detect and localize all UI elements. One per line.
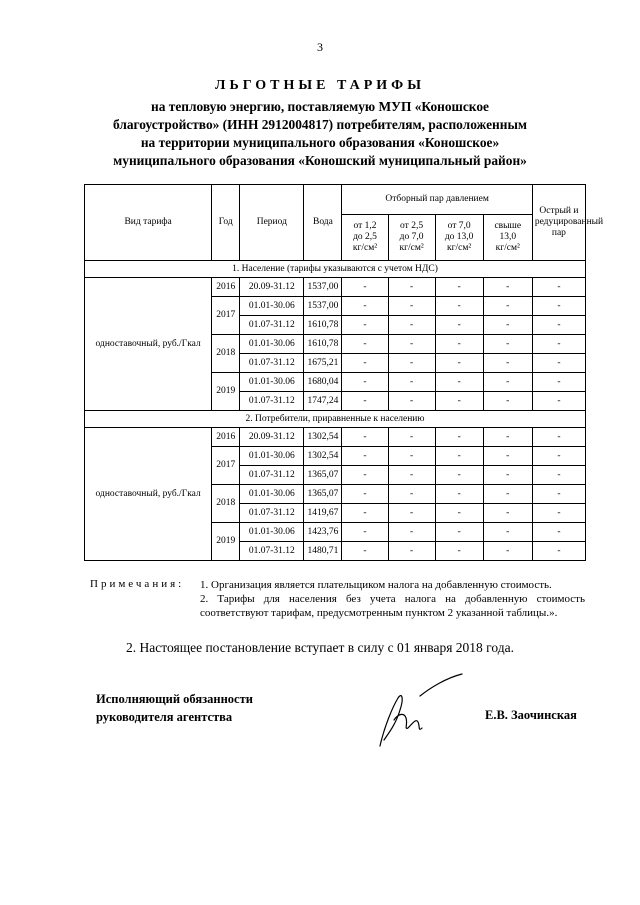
water-cell: 1610,78 xyxy=(304,335,342,354)
subtitle-line: на территории муниципального образования «Коношское» xyxy=(140,135,500,150)
empty-cell: - xyxy=(483,466,532,485)
empty-cell: - xyxy=(483,278,532,297)
water-cell: 1480,71 xyxy=(304,542,342,561)
empty-cell: - xyxy=(342,297,388,316)
empty-cell: - xyxy=(388,278,435,297)
period-cell: 01.07-31.12 xyxy=(240,316,304,335)
empty-cell: - xyxy=(532,373,585,392)
empty-cell: - xyxy=(342,504,388,523)
empty-cell: - xyxy=(342,542,388,561)
header-steam-col: от 7,0 до 13,0 кг/см² xyxy=(435,215,483,261)
empty-cell: - xyxy=(342,485,388,504)
empty-cell: - xyxy=(435,523,483,542)
empty-cell: - xyxy=(483,316,532,335)
notes-text xyxy=(200,578,585,620)
empty-cell: - xyxy=(483,373,532,392)
year-cell: 2019 xyxy=(212,373,240,411)
empty-cell: - xyxy=(388,428,435,447)
empty-cell: - xyxy=(388,316,435,335)
empty-cell: - xyxy=(342,373,388,392)
water-cell: 1423,76 xyxy=(304,523,342,542)
empty-cell: - xyxy=(483,354,532,373)
year-cell: 2018 xyxy=(212,335,240,373)
year-cell: 2016 xyxy=(212,428,240,447)
empty-cell: - xyxy=(342,316,388,335)
empty-cell: - xyxy=(532,278,585,297)
empty-cell: - xyxy=(342,523,388,542)
empty-cell: - xyxy=(342,392,388,411)
signatory-role xyxy=(96,690,253,726)
header-year: Год xyxy=(212,185,240,261)
empty-cell: - xyxy=(388,504,435,523)
empty-cell: - xyxy=(435,504,483,523)
empty-cell: - xyxy=(435,278,483,297)
signatory-role-line: Исполняющий обязанности xyxy=(96,692,253,706)
water-cell: 1302,54 xyxy=(304,428,342,447)
empty-cell: - xyxy=(435,392,483,411)
empty-cell: - xyxy=(388,523,435,542)
empty-cell: - xyxy=(388,485,435,504)
note-item: 2. Тарифы для населения без учета налога на добавленную стоимость соответствуют тарифам, предусмотренным пунктом 2 указанной таблицы.». xyxy=(200,593,585,619)
year-cell: 2016 xyxy=(212,278,240,297)
empty-cell: - xyxy=(532,542,585,561)
empty-cell: - xyxy=(532,316,585,335)
handwritten-signature xyxy=(358,668,468,758)
subtitle-line: муниципального образования «Коношский муниципальный район» xyxy=(113,153,527,168)
empty-cell: - xyxy=(388,447,435,466)
empty-cell: - xyxy=(435,428,483,447)
empty-cell: - xyxy=(532,485,585,504)
notes-label: Примечания: xyxy=(90,578,185,590)
empty-cell: - xyxy=(483,297,532,316)
year-cell: 2018 xyxy=(212,485,240,523)
empty-cell: - xyxy=(435,316,483,335)
empty-cell: - xyxy=(483,542,532,561)
header-steam-col: от 1,2 до 2,5 кг/см² xyxy=(342,215,388,261)
empty-cell: - xyxy=(483,485,532,504)
header-water: Вода xyxy=(304,185,342,261)
empty-cell: - xyxy=(388,297,435,316)
empty-cell: - xyxy=(532,335,585,354)
tariff-type-cell: одноставочный, руб./Гкал xyxy=(85,278,212,411)
period-cell: 01.01-30.06 xyxy=(240,297,304,316)
tariff-type-cell: одноставочный, руб./Гкал xyxy=(85,428,212,561)
period-cell: 20.09-31.12 xyxy=(240,428,304,447)
water-cell: 1675,21 xyxy=(304,354,342,373)
year-cell: 2017 xyxy=(212,297,240,335)
empty-cell: - xyxy=(532,297,585,316)
water-cell: 1302,54 xyxy=(304,447,342,466)
header-steam-group: Отборный пар давлением xyxy=(342,185,532,215)
period-cell: 01.07-31.12 xyxy=(240,504,304,523)
page-number: 3 xyxy=(317,40,323,54)
empty-cell: - xyxy=(342,278,388,297)
subtitle-line: благоустройство» (ИНН 2912004817) потребителям, расположенным xyxy=(112,117,528,132)
empty-cell: - xyxy=(388,466,435,485)
section-title: 1. Население (тарифы указываются с учетом НДС) xyxy=(85,261,586,278)
empty-cell: - xyxy=(483,392,532,411)
period-cell: 01.01-30.06 xyxy=(240,335,304,354)
header-sharp-steam: Острый и редуцированный пар xyxy=(532,185,585,261)
water-cell: 1419,67 xyxy=(304,504,342,523)
empty-cell: - xyxy=(342,428,388,447)
empty-cell: - xyxy=(483,523,532,542)
water-cell: 1365,07 xyxy=(304,466,342,485)
period-cell: 01.07-31.12 xyxy=(240,354,304,373)
water-cell: 1365,07 xyxy=(304,485,342,504)
empty-cell: - xyxy=(435,373,483,392)
water-cell: 1747,24 xyxy=(304,392,342,411)
effective-date-clause: 2. Настоящее постановление вступает в силу с 01 января 2018 года. xyxy=(126,640,514,655)
period-cell: 01.01-30.06 xyxy=(240,373,304,392)
period-cell: 01.01-30.06 xyxy=(240,523,304,542)
empty-cell: - xyxy=(388,335,435,354)
empty-cell: - xyxy=(388,392,435,411)
water-cell: 1680,04 xyxy=(304,373,342,392)
empty-cell: - xyxy=(435,335,483,354)
empty-cell: - xyxy=(483,504,532,523)
period-cell: 01.07-31.12 xyxy=(240,392,304,411)
header-steam-col: свыше 13,0 кг/см² xyxy=(483,215,532,261)
period-cell: 20.09-31.12 xyxy=(240,278,304,297)
signatory-name: Е.В. Заочинская xyxy=(485,708,577,722)
year-cell: 2017 xyxy=(212,447,240,485)
tariffs-table xyxy=(84,184,604,561)
header-period: Период xyxy=(240,185,304,261)
section-title: 2. Потребители, приравненные к населению xyxy=(85,411,586,428)
empty-cell: - xyxy=(532,504,585,523)
empty-cell: - xyxy=(532,392,585,411)
empty-cell: - xyxy=(483,428,532,447)
empty-cell: - xyxy=(532,466,585,485)
empty-cell: - xyxy=(532,354,585,373)
empty-cell: - xyxy=(532,447,585,466)
empty-cell: - xyxy=(532,428,585,447)
water-cell: 1610,78 xyxy=(304,316,342,335)
period-cell: 01.07-31.12 xyxy=(240,466,304,485)
period-cell: 01.07-31.12 xyxy=(240,542,304,561)
empty-cell: - xyxy=(483,447,532,466)
empty-cell: - xyxy=(435,354,483,373)
empty-cell: - xyxy=(342,466,388,485)
empty-cell: - xyxy=(483,335,532,354)
empty-cell: - xyxy=(388,542,435,561)
empty-cell: - xyxy=(435,542,483,561)
subtitle-line: на тепловую энергию, поставляемую МУП «Коношское xyxy=(151,99,489,114)
header-tariff-type: Вид тарифа xyxy=(85,185,212,261)
empty-cell: - xyxy=(342,335,388,354)
empty-cell: - xyxy=(388,373,435,392)
water-cell: 1537,00 xyxy=(304,278,342,297)
empty-cell: - xyxy=(435,485,483,504)
empty-cell: - xyxy=(388,354,435,373)
empty-cell: - xyxy=(435,447,483,466)
empty-cell: - xyxy=(342,447,388,466)
document-title: ЛЬГОТНЫЕ ТАРИФЫ xyxy=(215,78,425,93)
note-item: 1. Организация является плательщиком налога на добавленную стоимость. xyxy=(200,579,552,591)
year-cell: 2019 xyxy=(212,523,240,561)
empty-cell: - xyxy=(435,297,483,316)
period-cell: 01.01-30.06 xyxy=(240,447,304,466)
empty-cell: - xyxy=(342,354,388,373)
header-steam-col: от 2,5 до 7,0 кг/см² xyxy=(388,215,435,261)
empty-cell: - xyxy=(532,523,585,542)
signatory-role-line: руководителя агентства xyxy=(96,710,233,724)
document-subtitle xyxy=(60,98,580,170)
water-cell: 1537,00 xyxy=(304,297,342,316)
empty-cell: - xyxy=(435,466,483,485)
period-cell: 01.01-30.06 xyxy=(240,485,304,504)
